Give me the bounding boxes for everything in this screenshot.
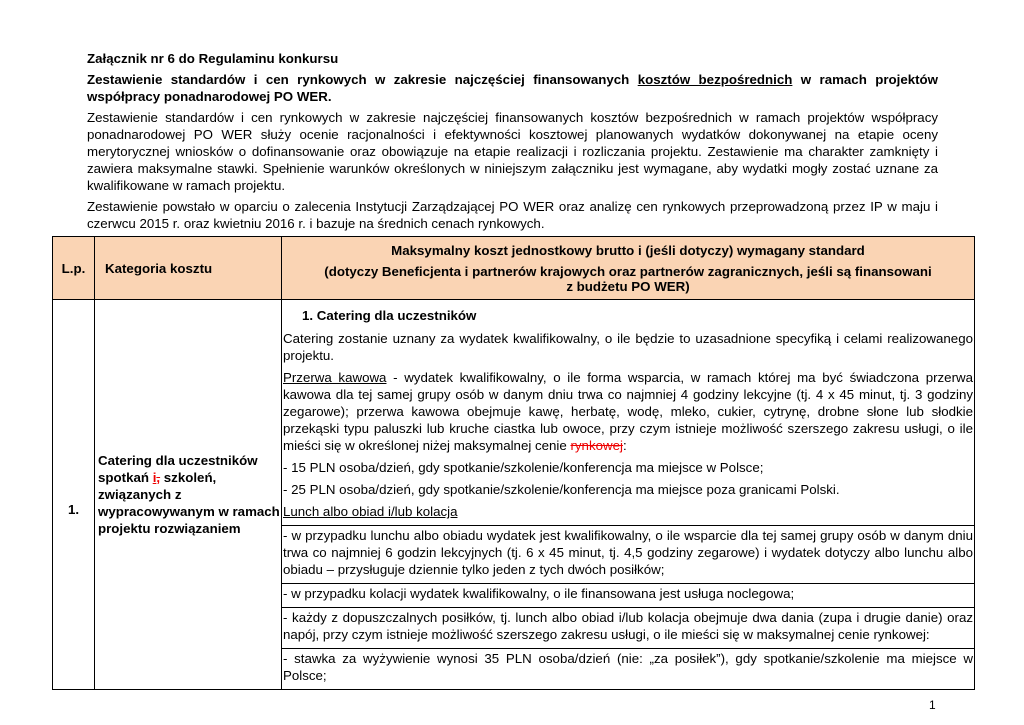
annex-title: Załącznik nr 6 do Regulaminu konkursu [87,51,339,66]
heading-underlined: kosztów bezpośrednich [637,72,793,87]
lunch-text: - w przypadku lunchu albo obiadu wydatek jest kwalifikowalny, o ile wsparcie dla tej samej grupy osób w danym dniu trwa co najmniej 6 godzin lekcyjnych (tj. 6 x 45 minut, tj. 4,5 godziny zegarowe) i wydatek dotyczy albo lunchu albo obiadu – przysługuje dziennie tylko jeden z tych dwóch posiłków; [282,525,974,578]
punct: : [622,438,627,453]
header-max-line3: z budżetu PO WER) [566,278,690,294]
header-max-line2: (dotyczy Beneficjenta i partnerów krajowych oraz partnerów zagranicznych, jeśli są finansowani [324,263,932,279]
coffee-break-text: - wydatek kwalifikowalny, o ile forma wsparcia, w ramach której ma być świadczona przerwa kawowa dla tej samej grupy osób w danym dniu trwa co najmniej 4 godziny lekcyjne (tj. 4 x 45 minut, tj. 3 godziny zegarowe); przerwa kawowa obejmuje kawę, herbatę, wodę, mleko, cukier, cytrynę, drobne słone lub słodkie przekąski typu paluszki lub kruche ciastka lub owoce, przy czym istnieje możliwość szerszego zakresu usługi, o ile mieści się w określonej niżej maksymalnej cenie [283,370,973,453]
row-lp-text: 1. [67,502,80,517]
heading-part1: Zestawienie standardów i cen rynkowych w zakresie najczęściej finansowanych [87,72,638,87]
row-description [282,300,975,690]
rate-abroad: - 25 PLN osoba/dzień, gdy spotkanie/szkolenie/konferencja ma miejsce poza granicami Polski. [283,482,840,497]
cost-standards-table [52,236,975,690]
heading-part2: w ramach projektów współpracy ponadnarodowej PO WER. [87,72,939,104]
row-lp [53,300,95,690]
page-number: 1 [929,698,936,712]
deleted-text: , [156,470,161,485]
section-title: 1. Catering dla uczestników [302,308,477,323]
desc-paragraph: Catering zostanie uznany za wydatek kwalifikowalny, o ile będzie to uzasadnione specyfiką i celami realizowanego projektu. [283,331,973,363]
lunch-label: Lunch albo obiad i/lub kolacja [283,504,458,519]
deleted-text: rynkowej [570,438,623,453]
inserted-text: i [152,470,157,485]
header-category: Kategoria kosztu [95,237,282,300]
document-heading [87,71,938,105]
category-text-rest: szkoleń, związanych z wypracowywanym w ramach projektu rozwiązaniem [98,470,280,536]
header-lp: L.p. [53,237,95,300]
header-max-line1: Maksymalny koszt jednostkowy brutto i (jeśli dotyczy) wymagany standard [391,242,865,258]
meals-text: - każdy z dopuszczalnych posiłków, tj. lunch albo obiad i/lub kolacja obejmuje dwa dania (zupa i drugie danie) oraz napój, przy czym istnieje możliwość szerszego zakresu usługi, o ile mieści się w maksymalnej cenie rynkowej: [282,607,974,643]
dinner-text: - w przypadku kolacji wydatek kwalifikowalny, o ile finansowana jest usługa noclegowa; [282,583,974,602]
coffee-break-label: Przerwa kawowa [283,370,387,385]
category-text: Catering dla uczestników spotkań [98,453,258,485]
source-paragraph: Zestawienie powstało w oparciu o zalecenia Instytucji Zarządzającej PO WER oraz analizę cen rynkowych przeprowadzoną przez IP w maju i czerwcu 2015 r. oraz kwietniu 2016 r. i bazuje na średnich cenach rynkowych. [87,199,938,231]
header-max-cost [282,237,975,300]
table-header-row [53,237,975,300]
table-row [53,300,975,690]
meal-rate-text: - stawka za wyżywienie wynosi 35 PLN osoba/dzień (nie: „za posiłek”), gdy spotkanie/szkolenie ma miejsce w Polsce; [282,648,974,684]
row-category [95,300,282,690]
rate-poland: - 15 PLN osoba/dzień, gdy spotkanie/szkolenie/konferencja ma miejsce w Polsce; [283,460,764,475]
intro-paragraph: Zestawienie standardów i cen rynkowych w zakresie najczęściej finansowanych kosztów bezpośrednich w ramach projektów współpracy ponadnarodowej PO WER służy ocenie racjonalności i efektywności kosztowej planowanych wydatków dokonywanej na etapie oceny merytorycznej wniosków o dofinansowanie oraz obowiązuje na etapie realizacji i rozliczania projektu. Zestawienie ma charakter zamknięty i zawiera maksymalne stawki. Spełnienie warunków określonych w niniejszym załączniku jest wymagane, aby wydatki mogły zostać uznane za kwalifikowane w ramach projektu. [87,110,938,193]
